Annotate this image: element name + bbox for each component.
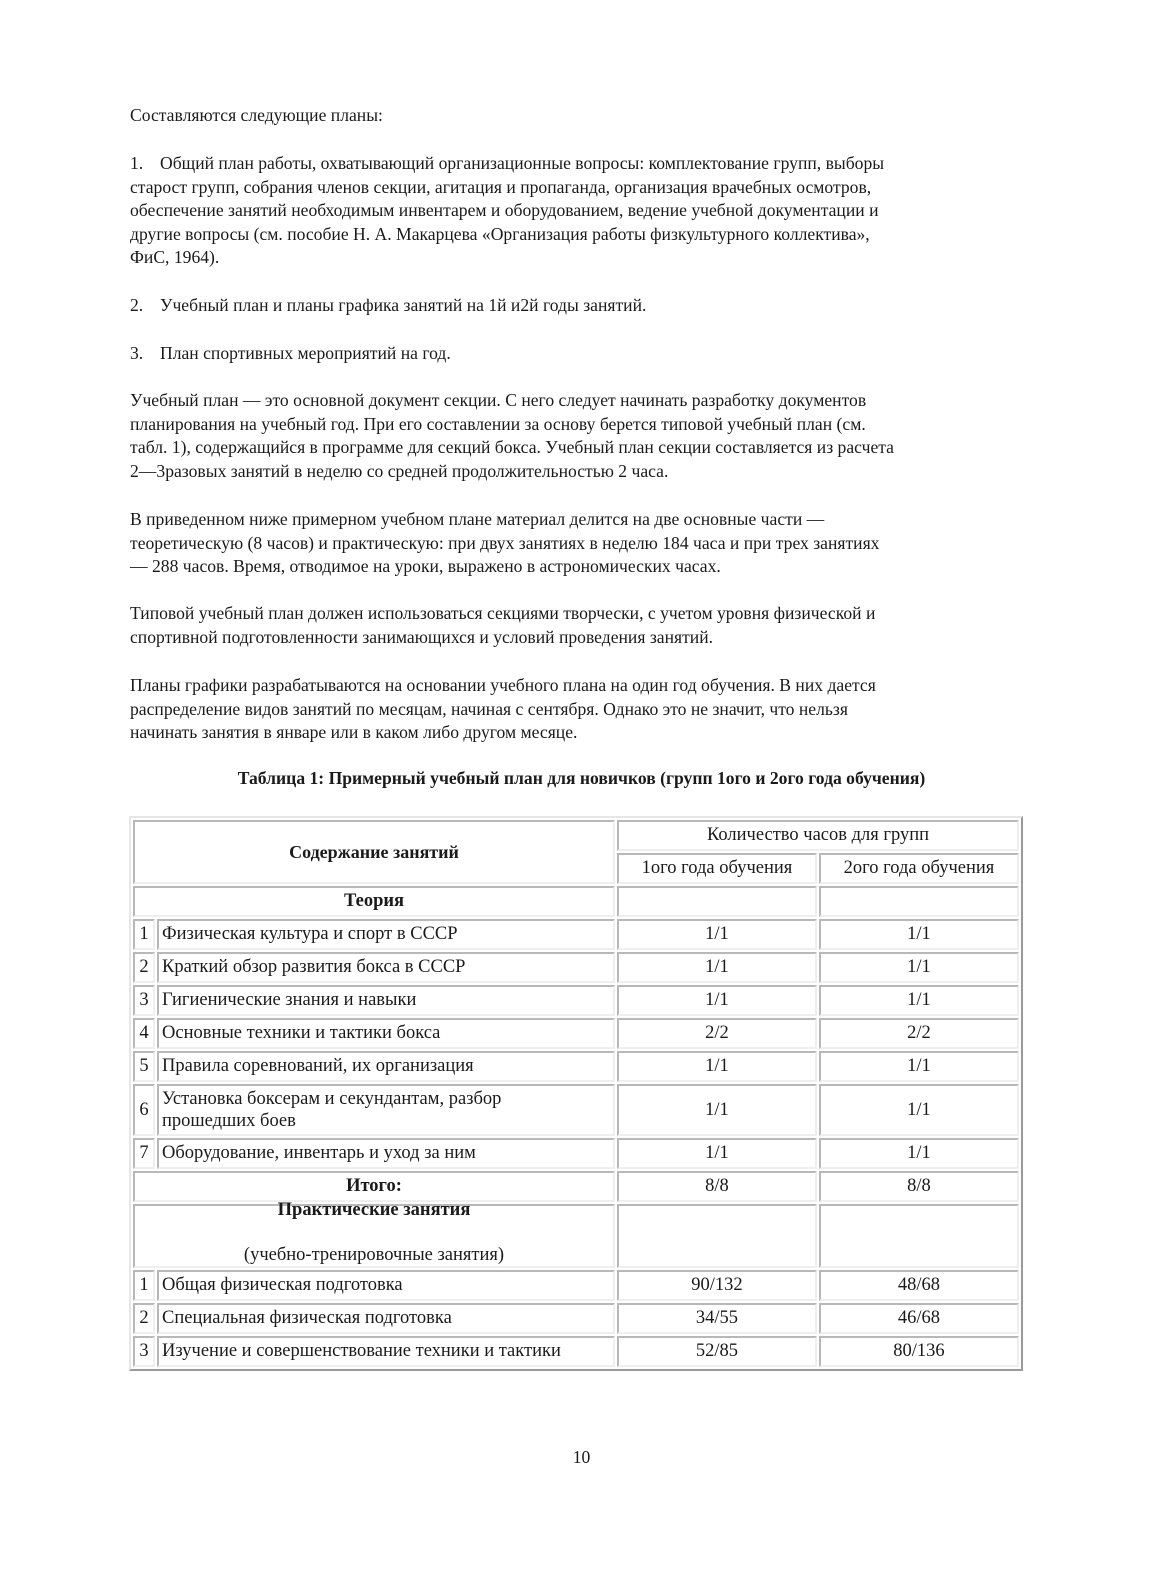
row-name: Гигиенические знания и навыки (157, 985, 615, 1016)
paragraph-line: теоретическую (8 часов) и практическую: при двух занятиях в неделю 184 часа и при трех занятиях (130, 532, 880, 553)
row-year2: 1/1 (819, 952, 1019, 983)
total-year2: 8/8 (819, 1171, 1019, 1202)
row-number: 7 (133, 1138, 155, 1169)
list-text-line: обеспечение занятий необходимым инвентарем и оборудованием, ведение учебной документации и (130, 200, 879, 220)
list-text-line: Общий план работы, охватывающий организационные вопросы: комплектование групп, выборы (160, 153, 885, 173)
row-number: 1 (133, 1270, 155, 1301)
row-number: 1 (133, 919, 155, 950)
row-year1: 52/85 (617, 1336, 817, 1367)
paragraph-line: распределение видов занятий по месяцам, начиная с сентября. Однако это не значит, что нельзя (130, 698, 848, 719)
empty-cell (617, 886, 817, 917)
paragraph-line: 2—3разовых занятий в неделю со средней продолжительностью 2 часа. (130, 460, 669, 481)
table-caption: Таблица 1: Примерный учебный план для новичков (групп 1ого и 2ого года обучения) (237, 768, 926, 788)
section-theory-row (133, 886, 1019, 917)
row-name: Общая физическая подготовка (157, 1270, 615, 1301)
row-number: 2 (133, 1303, 155, 1334)
list-number: 3. (130, 343, 144, 363)
empty-cell (617, 1204, 817, 1268)
row-number: 3 (133, 985, 155, 1016)
paragraph-3 (130, 602, 1030, 649)
paragraph-1 (130, 389, 1030, 483)
empty-cell (819, 1204, 1019, 1268)
row-name: Изучение и совершенствование техники и тактики (157, 1336, 615, 1367)
paragraph-line: В приведенном ниже примерном учебном плане материал делится на две основные части — (130, 509, 825, 529)
row-year1: 1/1 (617, 1138, 817, 1169)
theory-total-row (133, 1171, 1019, 1202)
paragraph-line: Учебный план — это основной документ секции. С него следует начинать разработку документов (130, 390, 867, 410)
row-number: 5 (133, 1051, 155, 1082)
row-number: 6 (133, 1084, 155, 1136)
row-name: Основные техники и тактики бокса (157, 1018, 615, 1049)
row-number: 3 (133, 1336, 155, 1367)
row-name: Специальная физическая подготовка (157, 1303, 615, 1334)
table-row (133, 952, 1019, 983)
list-text-line: Учебный план и планы графика занятий на 1й и2й годы занятий. (160, 295, 647, 315)
table-row (133, 1270, 1019, 1301)
total-label: Итого: (133, 1171, 615, 1202)
list-text-line: ФиС, 1964). (130, 247, 220, 267)
total-year1: 8/8 (617, 1171, 817, 1202)
row-name: Физическая культура и спорт в СССР (157, 919, 615, 950)
row-year1: 1/1 (617, 985, 817, 1016)
paragraph-line: планирования на учебный год. При его составлении за основу берется типовой учебный план (см. (130, 413, 866, 434)
table-header-row (133, 820, 1019, 851)
row-year1: 34/55 (617, 1303, 817, 1334)
row-year2: 2/2 (819, 1018, 1019, 1049)
paragraph-line: Типовой учебный план должен использоваться секциями творчески, с учетом уровня физической и (130, 603, 876, 623)
list-text-line: старост групп, собрания членов секции, агитация и пропаганда, организация врачебных осмотров, (130, 176, 872, 197)
row-year2: 1/1 (819, 1084, 1019, 1136)
header-content: Содержание занятий (133, 820, 615, 884)
list-number: 1. (130, 153, 144, 173)
paragraph-line: Планы графики разрабатываются на основании учебного плана на один год обучения. В них дается (130, 675, 876, 695)
section-practice-row (133, 1204, 1019, 1268)
intro-text: Составляются следующие планы: (130, 105, 383, 125)
list-text-line: План спортивных мероприятий на год. (160, 343, 451, 363)
row-year2: 1/1 (819, 1051, 1019, 1082)
row-year2: 1/1 (819, 985, 1019, 1016)
section-practice-cell (133, 1200, 615, 1268)
list-text-line: другие вопросы (см. пособие Н. А. Макарцева «Организация работы физкультурного коллектива», (130, 223, 870, 244)
row-year2: 48/68 (819, 1270, 1019, 1301)
list-number: 2. (130, 295, 144, 315)
row-name: Краткий обзор развития бокса в СССР (157, 952, 615, 983)
table-row (133, 1051, 1019, 1082)
study-plan-table (129, 816, 1023, 1371)
row-name: Правила соревнований, их организация (157, 1051, 615, 1082)
header-year1: 1ого года обучения (617, 853, 817, 884)
paragraph-line: начинать занятия в январе или в каком либо другом месяце. (130, 722, 578, 742)
section-practice-title: Практические занятия (277, 1200, 471, 1220)
table-row (133, 1138, 1019, 1169)
row-year2: 80/136 (819, 1336, 1019, 1367)
paragraph-2 (130, 508, 1030, 579)
paragraph-line: спортивной подготовленности занимающихся и условий проведения занятий. (130, 626, 714, 647)
page-number: 10 (572, 1447, 591, 1467)
row-year2: 1/1 (819, 919, 1019, 950)
section-theory-title: Теория (133, 886, 615, 917)
header-year2: 2ого года обучения (819, 853, 1019, 884)
paragraph-line: — 288 часов. Время, отводимое на уроки, выражено в астрономических часах. (130, 556, 721, 576)
header-hours-group: Количество часов для групп (617, 820, 1019, 851)
row-year1: 1/1 (617, 1084, 817, 1136)
row-year2: 46/68 (819, 1303, 1019, 1334)
row-name: Установка боксерам и секундантам, разбор прошедших боев (157, 1084, 615, 1136)
paragraph-line: табл. 1), содержащийся в программе для секций бокса. Учебный план секции составляется из расчета (130, 437, 894, 457)
row-year1: 2/2 (617, 1018, 817, 1049)
table-row (133, 1018, 1019, 1049)
table-row (133, 1303, 1019, 1334)
empty-cell (819, 886, 1019, 917)
list-item-2 (130, 294, 1030, 318)
row-number: 4 (133, 1018, 155, 1049)
table-row (133, 1336, 1019, 1367)
table-row (133, 919, 1019, 950)
paragraph-4 (130, 674, 1030, 745)
table-row (133, 1084, 1019, 1136)
list-item-3 (130, 342, 1030, 366)
row-year1: 1/1 (617, 1051, 817, 1082)
row-name: Оборудование, инвентарь и уход за ним (157, 1138, 615, 1169)
row-number: 2 (133, 952, 155, 983)
table-row (133, 985, 1019, 1016)
row-year1: 90/132 (617, 1270, 817, 1301)
row-year2: 1/1 (819, 1138, 1019, 1169)
row-year1: 1/1 (617, 919, 817, 950)
row-year1: 1/1 (617, 952, 817, 983)
section-practice-subtitle: (учебно-тренировочные занятия) (243, 1245, 505, 1265)
list-item-1 (130, 152, 1030, 270)
